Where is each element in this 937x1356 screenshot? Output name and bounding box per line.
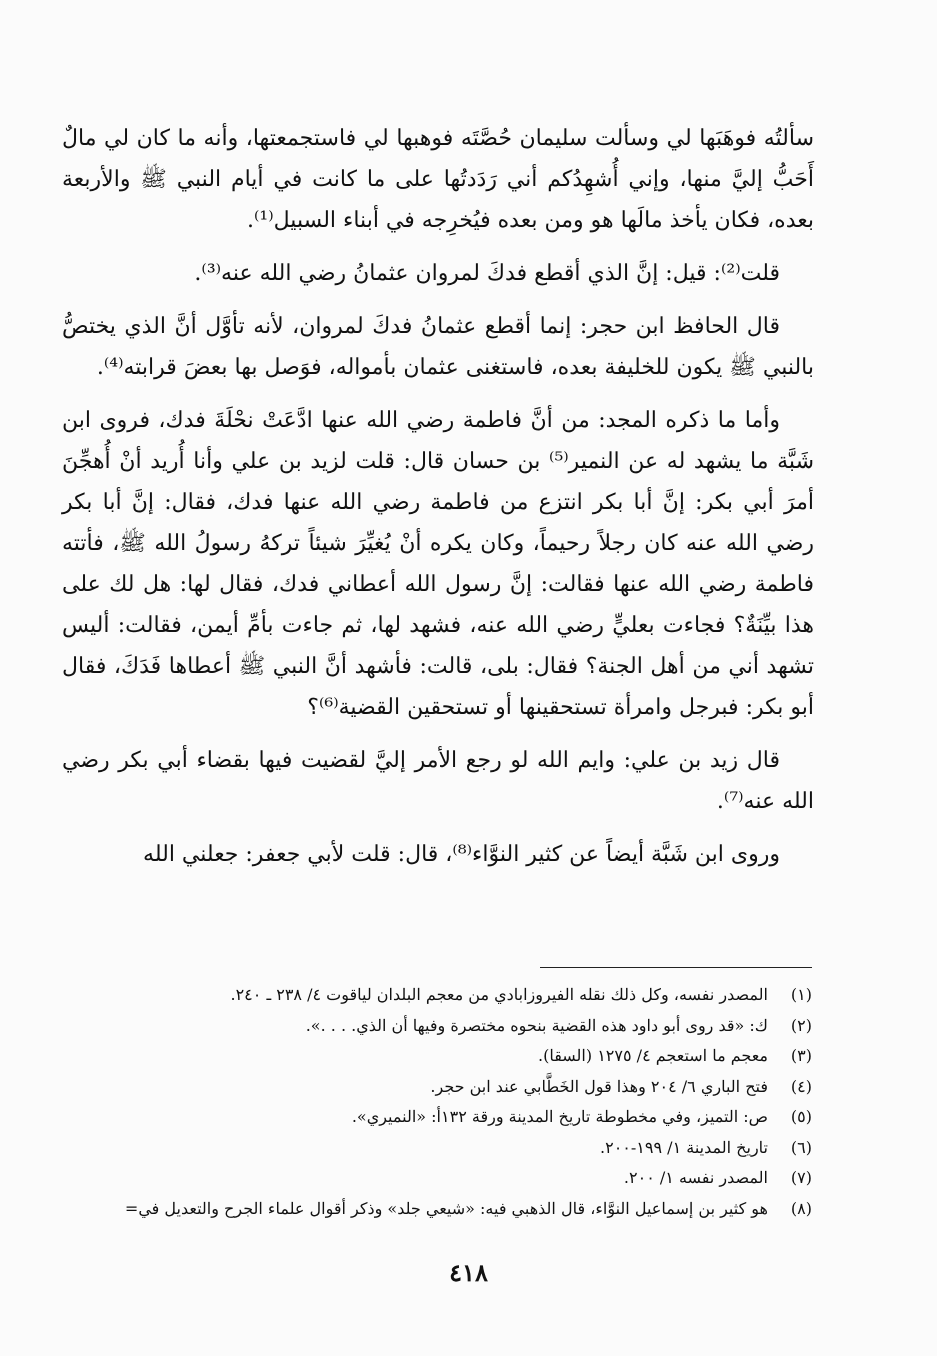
- footnote-number: (٢): [790, 1015, 812, 1035]
- footnote-number: (٤): [790, 1076, 812, 1096]
- footnote-number: (٥): [790, 1107, 812, 1126]
- footnote-number: (١): [790, 985, 812, 1004]
- paragraph: وروى ابن شَبَّة أيضاً عن كثير النوَّاء⁽⁸⁾، قال: قلت لأبي جعفر: جعلني الله: [143, 842, 780, 867]
- footnote-text: المصدر نفسه ١/ ٢٠٠.: [623, 1168, 768, 1187]
- page-number: ٤١٨: [449, 1258, 488, 1287]
- footnote: [60, 1194, 812, 1225]
- footnote-text: معجم ما استعجم ٤/ ١٢٧٥ (السقا).: [537, 1046, 768, 1065]
- paragraph: قال الحافظ ابن حجر: إنما أقطع عثمانُ فدكَ لمروان، لأنه تأوَّل أنَّ الذي يختصُّ بالنبي ﷺ يكون للخليفة بعده، فاستغنى عثمان بأمواله، فوَصل بها بعضَ قرابته⁽⁴⁾.: [62, 314, 814, 380]
- footnote-text: فتح الباري ٦/ ٢٠٤ وهذا قول الخَطَّابي عند ابن حجر.: [430, 1076, 768, 1096]
- footnote: [60, 1163, 812, 1194]
- paragraph: وأما ما ذكره المجد: من أنَّ فاطمة رضي الله عنها ادَّعَتْ نحْلَةَ فدك، فروى ابن شَبَّة ما يشهد له عن النمير⁽⁵⁾ بن حسان قال: قلت لزيد بن علي وأنا أُريد أنْ أُهجِّنَ أمرَ أبي بكر: إنَّ أبا بكر انتزع من فاطمة رضي الله عنها فدك، فقال: إنَّ أبا بكر رضي الله عنه كان رجلاً رحيماً، وكان يكره أنْ يُغيِّرَ شيئاً تركهُ رسولُ الله ﷺ، فأتته فاطمة رضي الله عنها فقالت: إنَّ رسول الله أعطاني فدك، فقال لها: هل لك على هذا بيِّنَةٌ؟ فجاءت بعليٍّ رضي الله عنه، فشهد لها، ثم جاءت بأمِّ أيمن، فقالت: أليس تشهد أني من أهل الجنة؟ فقال: بلى، قالت: فأشهد أنَّ النبي ﷺ أعطاها فَدَكَ، فقال أبو بكر: فبرجل وامرأة تستحقينها أو تستحقين القضية⁽⁶⁾؟: [62, 408, 814, 720]
- footnote-text: المصدر نفسه، وكل ذلك نقله الفيروزابادي من معجم البلدان لياقوت ٤/ ٢٣٨ ـ ٢٤٠.: [230, 985, 768, 1004]
- footnote-text: تاريخ المدينة ١/ ١٩٩-٢٠٠.: [600, 1137, 768, 1157]
- main-text: [62, 118, 814, 875]
- footnote: [60, 1072, 812, 1103]
- footnote: [60, 1011, 812, 1042]
- footnote-number: (٦): [790, 1137, 812, 1157]
- footnote: [60, 980, 812, 1011]
- footnote: [60, 1041, 812, 1072]
- footnote-number: (٧): [790, 1168, 812, 1187]
- paragraph: قلت⁽²⁾: قيل: إنَّ الذي أقطع فدكَ لمروان عثمانُ رضي الله عنه⁽³⁾.: [194, 261, 780, 286]
- footnote-divider: [540, 967, 812, 968]
- paragraph: سألتُه فوهَبَها لي وسألت سليمان حُصَّتَه فوهبها لي فاستجمعتها، وأنه ما كان لي مالٌ أَحَبُّ إليَّ منها، وإني أُشهِدُكم أني رَدَدتُها على ما كانت في أيام النبي ﷺ والأربعة بعده، فكان يأخذ مالَها هو ومن بعده فيُخرِجه في أبناء السبيل⁽¹⁾.: [62, 126, 814, 233]
- footnote-number: (٣): [790, 1046, 812, 1065]
- footnote-text: هو كثير بن إسماعيل النوَّاء، قال الذهبي فيه: «شيعي جلد» وذكر أقوال علماء الجرح والتعديل في=: [124, 1198, 768, 1218]
- paragraph: قال زيد بن علي: وايم الله لو رجع الأمر إليَّ لقضيت فيها بقضاء أبي بكر رضي الله عنه⁽⁷⁾.: [62, 748, 814, 814]
- footnote-text: ص: التميز، وفي مخطوطة تاريخ المدينة ورقة ١٣٢أ: «النميري».: [351, 1107, 768, 1126]
- footnote-text: ك: «قد روى أبو داود هذه القضية بنحوه مختصرة وفيها أن الذي. . . .».: [305, 1015, 768, 1035]
- footnote-number: (٨): [790, 1198, 812, 1218]
- footnote: [60, 1133, 812, 1164]
- footnote: [60, 1102, 812, 1133]
- footnotes: [60, 980, 812, 1224]
